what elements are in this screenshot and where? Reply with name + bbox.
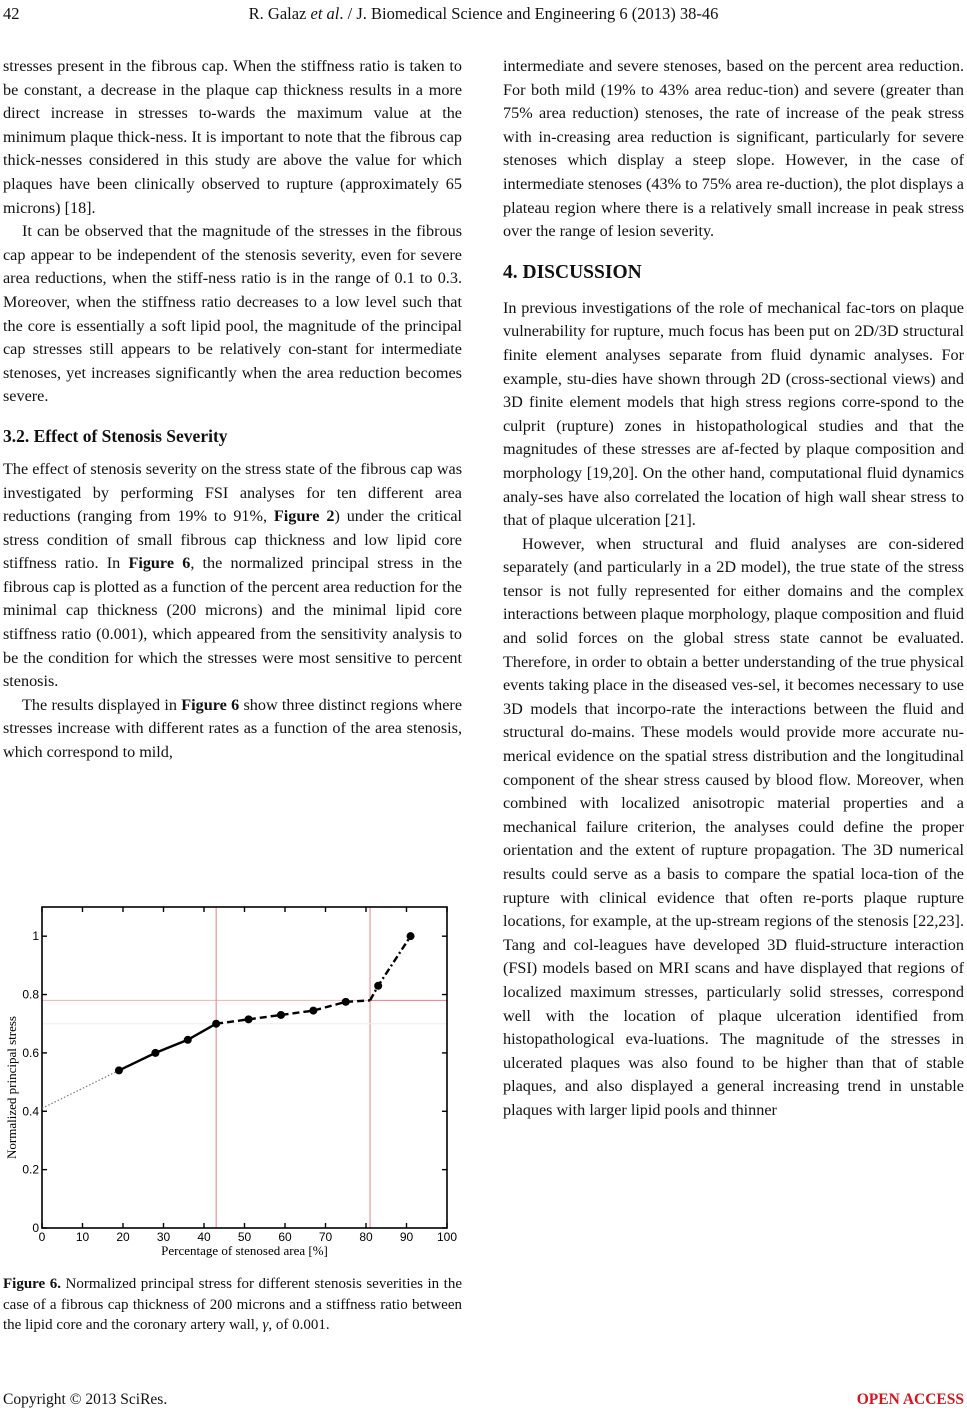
x-tick-label: 60	[278, 1230, 292, 1244]
line-chart	[0, 900, 470, 1262]
open-access-badge: OPEN ACCESS	[856, 1391, 964, 1408]
paragraph: The effect of stenosis severity on the stress state of the fibrous cap was investigated by performing FSI analyses for ten different area reductions (ranging from 19% to 91%, Figure 2) under the critical stress condition of small fibrous cap thickness and low lipid core stiffness ratio. In Figure 6, the normalized principal stress in the fibrous cap is plotted as a function of the percent area reduction for the minimal cap thickness (200 microns) and the minimal lipid core stiffness ratio (0.001), which appeared from the sensitivity analysis to be the condition for which the stresses were most sensitive to percent stenosis.	[3, 459, 463, 691]
data-point-marker	[277, 1011, 285, 1019]
paragraph: stresses present in the fibrous cap. When the stiffness ratio is taken to be constant, a decrease in the plaque cap thickness results in a more direct increase in stresses to-wards the maximum value at the minimum plaque thick-ness. It is important to note that the fibrous cap thick-nesses considered in this study are above the value for which plaques have been clinically observed to rupture (approximately 65 microns) [18].	[3, 57, 462, 217]
page-number: 42	[3, 4, 20, 23]
paragraph: It can be observed that the magnitude of the stresses in the fibrous cap appear to be independent of the stenosis severity, even for severe area reductions, when the stiff-ness ratio is in the range of 0.1 to 0.3. Moreover, when the stiffness ratio decreases to a low level such that the core is essentially a soft lipid pool, the magnitude of the principal cap stresses still appears to be relatively con-stant for intermediate stenoses, yet increases significantly when the area reduction becomes severe.	[3, 222, 462, 406]
data-point-marker	[151, 1049, 159, 1057]
x-tick-label: 10	[75, 1230, 90, 1244]
copyright: Copyright © 2013 SciRes.	[3, 1391, 168, 1408]
plot-frame	[42, 907, 447, 1228]
data-point-marker	[407, 932, 415, 940]
running-head: R. Galaz et al. / J. Biomedical Science and Engineering 6 (2013) 38-46	[248, 4, 719, 23]
x-tick-label: 40	[197, 1230, 211, 1244]
paragraph: intermediate and severe stenoses, based on the percent area reduction. For both mild (19% to 43% area reduc-tion) and severe (greater than 75% area reduction) stenoses, the rate of increase of the peak stress with in-creasing area reduction is significant, particularly for severe stenoses which display a steep slope. However, in the case of intermediate stenoses (43% to 75% area re-duction), the plot displays a plateau region where there is a relatively small increase in peak stress over the range of lesion severity.	[503, 57, 964, 241]
x-tick-label: 80	[359, 1230, 373, 1244]
paragraph: However, when structural and fluid analyses are con-sidered separately (and particularly in a 2D model), the true state of the stress tensor is not fully represented for either domains and the complex interactions between plaque morphology, plaque composition and fluid and solid forces on the global stress state cannot be evaluated. Therefore, in order to obtain a better understanding of the true physical events taking place in the diseased ves-sel, it becomes necessary to use 3D models that incorpo-rate the interactions between the fluid and structural do-mains. These models would provide more accurate nu-merical evidence on the spatial stress distribution and the longitudinal component of the shear stress caused by blood flow. Moreover, when combined with localized anisotropic material properties and a mechanical failure criterion, the analyses could define the proper orientation and the extent of rupture propagation. The 3D numerical results could serve as a basis to compare the spatial loca-tion of the rupture with clinical evidence that often re-ports plaque rupture locations, for example, at the up-stream regions of the stenosis [22,23]. Tang and col-leagues have developed 3D fluid-structure interaction (FSI) models based on MRI scans and have displayed that regions of localized maximum stresses, particularly solid stresses, correspond well with the location of plaque ulceration identified from histopathological eva-luations. The magnitude of the stresses in ulcerated plaques was also found to be higher than that of stable plaques, and also displayed a general increasing trend in unstable plaques with larger lipid pools and thinner	[503, 534, 964, 1119]
y-axis-label: Normalized principal stress	[4, 1016, 19, 1159]
left-column	[3, 55, 462, 765]
y-tick-label: 0.2	[22, 1162, 39, 1177]
series-line	[370, 936, 411, 1000]
figure-6-chart	[0, 900, 470, 1262]
data-point-marker	[115, 1066, 123, 1074]
y-tick-label: 1	[32, 929, 39, 944]
x-axis-label: Percentage of stenosed area [%]	[161, 1243, 328, 1258]
paragraph: In previous investigations of the role of mechanical fac-tors on plaque vulnerability for rupture, much focus has been put on 2D/3D structural finite element analyses separate from fluid dynamic analyses. For example, stu-dies have shown through 2D (cross-sectional views) and 3D finite element models that high stress regions corre-spond to the culprit (rupture) zones in histopathological studies and that the magnitudes of these stresses are af-fected by plaque composition and morphology [19,20]. On the other hand, computational fluid dynamics analy-ses have also correlated the location of high wall shear stress to that of plaque ulceration [21].	[503, 298, 964, 530]
data-point-marker	[374, 982, 382, 990]
x-tick-label: 90	[399, 1230, 414, 1244]
running-header	[0, 2, 967, 26]
paragraph: The results displayed in Figure 6 show three distinct regions where stresses increase with different rates as a function of the area stenosis, which correspond to mild,	[3, 695, 463, 762]
x-tick-label: 50	[237, 1230, 252, 1244]
y-tick-label: 0.4	[22, 1104, 39, 1119]
y-tick-label: 0.8	[22, 987, 39, 1002]
series-line	[119, 1024, 216, 1071]
x-tick-label: 0	[38, 1230, 46, 1244]
y-tick-label: 0.6	[22, 1045, 39, 1060]
data-point-marker	[184, 1036, 192, 1044]
section-heading: 3.2. Effect of Stenosis Severity	[3, 425, 228, 446]
x-tick-label: 100	[436, 1230, 458, 1244]
section-heading: 4. DISCUSSION	[503, 261, 642, 283]
figure-reference: Figure 6	[128, 554, 191, 573]
series-line	[42, 1070, 119, 1108]
figure-caption: Figure 6. Normalized principal stress for different stenosis severities in the case of a fibrous cap thickness of 200 microns and a stiffness ratio between the lipid core and the coronary artery wall, γ, of 0.001.	[3, 1276, 463, 1333]
x-tick-label: 70	[318, 1230, 333, 1244]
figure-reference: Figure 2	[273, 507, 335, 526]
figure-reference: Figure 6	[181, 695, 240, 714]
data-point-marker	[245, 1015, 253, 1023]
data-point-marker	[212, 1020, 220, 1028]
x-tick-label: 30	[156, 1230, 171, 1244]
right-column	[503, 55, 964, 1123]
data-point-marker	[342, 998, 350, 1006]
x-tick-label: 20	[116, 1230, 130, 1244]
data-point-marker	[309, 1007, 317, 1015]
y-tick-label: 0	[32, 1221, 39, 1235]
